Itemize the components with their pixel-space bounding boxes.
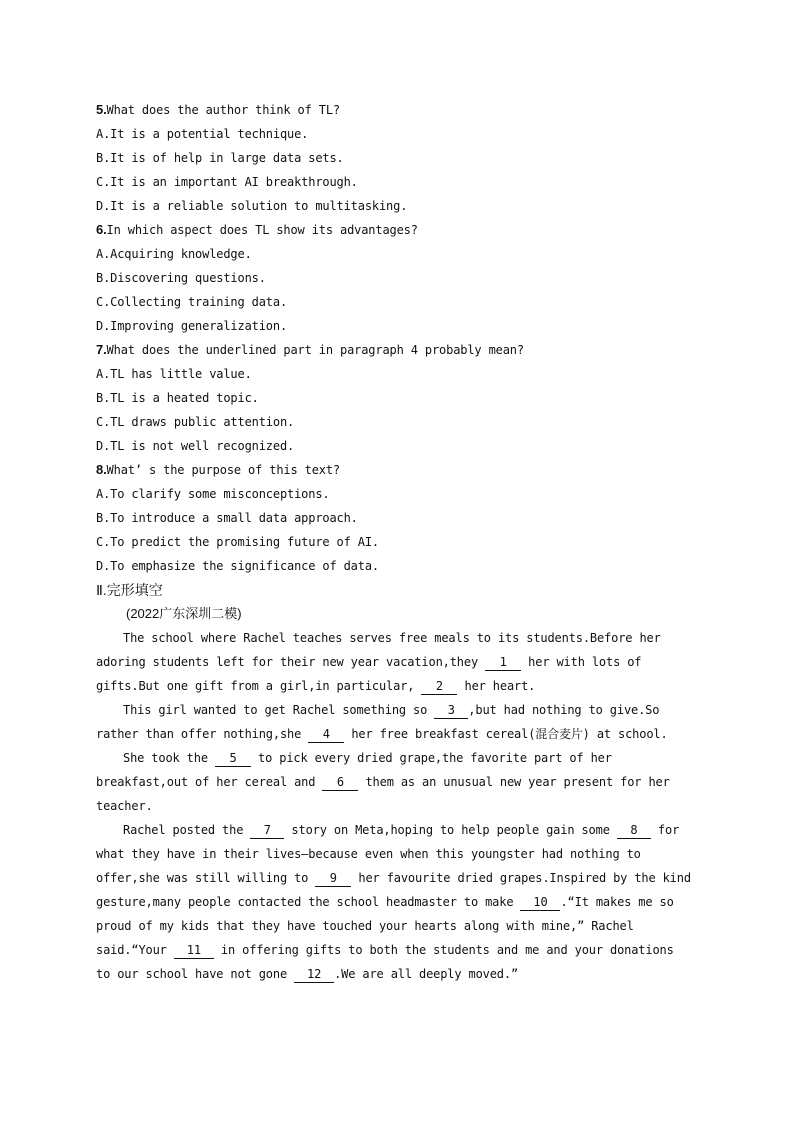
option-8d: D.To emphasize the significance of data. — [96, 559, 379, 573]
blank-7: 7 — [250, 823, 284, 839]
question-6-stem — [96, 218, 696, 242]
passage-line — [96, 938, 696, 962]
question-7-stem — [96, 338, 696, 362]
text-run: ,but had nothing to give.So — [468, 703, 660, 717]
question-text: What does the author think of TL? — [106, 103, 341, 117]
text-run: She took the — [123, 751, 215, 765]
question-text: What does the underlined part in paragraph 4 probably mean? — [106, 343, 524, 357]
passage-line: The school where Rachel teaches serves free meals to its students.Before her — [123, 631, 661, 645]
blank-6: 6 — [322, 775, 358, 791]
text-run: in offering gifts to both the students and me and your donations — [213, 943, 674, 957]
blank-11: 11 — [174, 943, 214, 959]
document-page — [96, 98, 696, 986]
question-number: 5. — [96, 102, 107, 117]
passage-line: teacher. — [96, 799, 153, 813]
option-8a: A.To clarify some misconceptions. — [96, 487, 330, 501]
text-run: gifts.But one gift from a girl,in particular, — [96, 679, 422, 693]
section-title: Ⅱ.完形填空 — [96, 582, 163, 598]
text-run: said.“Your — [96, 943, 174, 957]
option-6b: B.Discovering questions. — [96, 271, 266, 285]
passage-line — [96, 866, 696, 890]
passage-line: what they have in their lives—because even when this youngster had nothing to — [96, 847, 641, 861]
text-run: adoring students left for their new year vacation,they — [96, 655, 486, 669]
question-number: 8. — [96, 462, 107, 477]
text-run: her heart. — [457, 679, 536, 693]
option-6c: C.Collecting training data. — [96, 295, 288, 309]
blank-2: 2 — [421, 679, 457, 695]
option-6a: A.Acquiring knowledge. — [96, 247, 252, 261]
option-8b: B.To introduce a small data approach. — [96, 511, 358, 525]
blank-10: 10 — [520, 895, 560, 911]
blank-1: 1 — [485, 655, 521, 671]
option-7d: D.TL is not well recognized. — [96, 439, 295, 453]
text-run: .We are all deeply moved.” — [334, 967, 519, 981]
text-run: her favourite dried grapes.Inspired by the kind — [351, 871, 691, 885]
option-5b: B.It is of help in large data sets. — [96, 151, 344, 165]
text-run: Rachel posted the — [123, 823, 251, 837]
blank-8: 8 — [617, 823, 651, 839]
text-run: them as an unusual new year present for her — [358, 775, 670, 789]
passage-line — [96, 722, 696, 746]
text-run: to pick every dried grape,the favorite part of her — [250, 751, 612, 765]
blank-5: 5 — [215, 751, 251, 767]
text-run: her with lots of — [521, 655, 642, 669]
text-run: her free breakfast cereal(混合麦片) at school. — [344, 727, 668, 741]
text-run: breakfast,out of her cereal and — [96, 775, 323, 789]
option-5c: C.It is an important AI breakthrough. — [96, 175, 358, 189]
text-run: .“It makes me so — [560, 895, 674, 909]
passage-line — [96, 746, 696, 770]
option-7c: C.TL draws public attention. — [96, 415, 295, 429]
passage-line — [96, 650, 696, 674]
text-run: This girl wanted to get Rachel something so — [123, 703, 435, 717]
option-5a: A.It is a potential technique. — [96, 127, 309, 141]
passage-line — [96, 962, 696, 986]
option-5d: D.It is a reliable solution to multitasking. — [96, 199, 408, 213]
source-note: (2022广东深圳二模) — [126, 606, 242, 621]
option-8c: C.To predict the promising future of AI. — [96, 535, 379, 549]
blank-3: 3 — [434, 703, 468, 719]
passage-line — [96, 770, 696, 794]
question-text: In which aspect does TL show its advantages? — [106, 223, 418, 237]
passage-line — [96, 698, 696, 722]
option-7b: B.TL is a heated topic. — [96, 391, 259, 405]
question-number: 7. — [96, 342, 107, 357]
option-7a: A.TL has little value. — [96, 367, 252, 381]
question-5-stem — [96, 98, 696, 122]
text-run: gesture,many people contacted the school headmaster to make — [96, 895, 521, 909]
passage-line — [96, 674, 696, 698]
question-text: What’ s the purpose of this text? — [106, 463, 341, 477]
text-run: for — [650, 823, 680, 837]
blank-12: 12 — [294, 967, 334, 983]
text-run: offer,she was still willing to — [96, 871, 316, 885]
passage-line — [96, 818, 696, 842]
text-run: to our school have not gone — [96, 967, 295, 981]
question-8-stem — [96, 458, 696, 482]
blank-9: 9 — [315, 871, 351, 887]
blank-4: 4 — [308, 727, 344, 743]
passage-line: proud of my kids that they have touched your hearts along with mine,” Rachel — [96, 919, 634, 933]
option-6d: D.Improving generalization. — [96, 319, 288, 333]
text-run: rather than offer nothing,she — [96, 727, 309, 741]
question-number: 6. — [96, 222, 107, 237]
passage-line — [96, 890, 696, 914]
text-run: story on Meta,hoping to help people gain some — [284, 823, 617, 837]
